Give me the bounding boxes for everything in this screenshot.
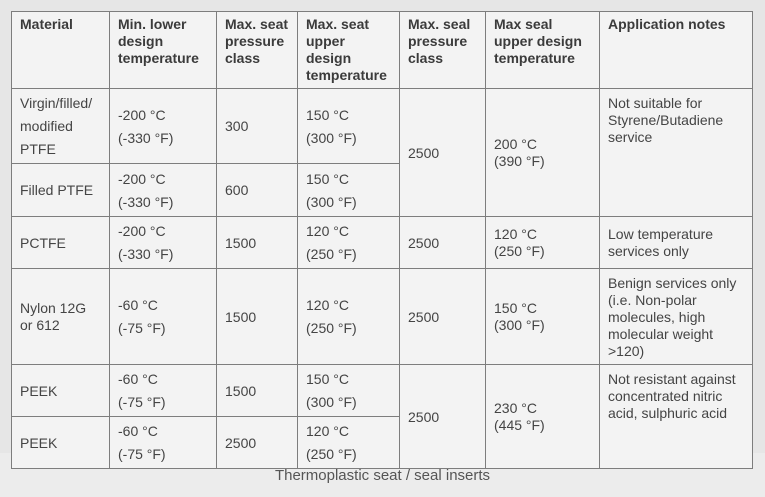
table-row (12, 365, 753, 417)
cell-min-temp-c: -200 °C (118, 106, 166, 123)
cell-seat-temp-c: 150 °C (306, 106, 349, 123)
cell-min-temp-c: -60 °C (118, 297, 158, 313)
cell-min-temp (110, 217, 217, 269)
cell-seat-class: 600 (217, 164, 298, 217)
header-seat-class: Max. seat pressure class (217, 12, 298, 89)
cell-min-temp-f: (-75 °F) (118, 394, 166, 410)
cell-min-temp (110, 269, 217, 365)
cell-seal-temp-c: 150 °C (494, 300, 537, 316)
cell-min-temp-f: (-330 °F) (118, 129, 174, 146)
cell-seal-temp (486, 269, 600, 365)
cell-material-text: Virgin/filled/ modified PTFE (20, 95, 93, 157)
cell-seat-temp-f: (250 °F) (306, 446, 357, 462)
cell-min-temp-c: -200 °C (118, 223, 166, 239)
cell-seat-class: 300 (217, 89, 298, 164)
cell-notes-peek: Not resistant against concentrated nitric acid, sulphuric acid (600, 365, 753, 469)
cell-seal-class-peek: 2500 (400, 365, 486, 469)
cell-seat-temp-f: (300 °F) (306, 129, 357, 146)
cell-seal-temp-ptfe-c: 200 °C (494, 136, 537, 152)
cell-min-temp (110, 89, 217, 164)
cell-seat-temp-f: (250 °F) (306, 320, 357, 336)
cell-seat-temp (298, 365, 400, 417)
cell-material: PEEK (12, 417, 110, 469)
cell-seat-temp-f: (300 °F) (306, 394, 357, 410)
cell-material: PEEK (12, 365, 110, 417)
cell-seat-class: 1500 (217, 269, 298, 365)
header-seal-temp: Max seal upper design temperature (486, 12, 600, 89)
header-row (12, 12, 753, 89)
cell-seat-temp (298, 89, 400, 164)
inserts-table (11, 11, 753, 469)
cell-seat-class: 1500 (217, 365, 298, 417)
cell-seat-temp (298, 417, 400, 469)
cell-seat-temp (298, 217, 400, 269)
cell-min-temp-f: (-330 °F) (118, 246, 174, 262)
cell-min-temp (110, 365, 217, 417)
cell-min-temp (110, 417, 217, 469)
cell-seat-temp-c: 150 °C (306, 170, 349, 187)
cell-seat-temp-c: 120 °C (306, 297, 349, 313)
cell-seat-temp-c: 150 °C (306, 371, 349, 387)
cell-min-temp-c: -60 °C (118, 423, 158, 439)
cell-seat-class: 1500 (217, 217, 298, 269)
cell-seal-class-ptfe: 2500 (400, 89, 486, 217)
cell-notes: Benign services only (i.e. Non-polar molecules, high molecular weight >120) (600, 269, 753, 365)
cell-seal-temp-peek-f: (445 °F) (494, 417, 545, 433)
cell-min-temp-c: -60 °C (118, 371, 158, 387)
cell-seal-temp (486, 217, 600, 269)
cell-material: Nylon 12G or 612 (12, 269, 110, 365)
cell-material (12, 89, 110, 164)
cell-seal-temp-f: (250 °F) (494, 243, 545, 259)
header-notes: Application notes (600, 12, 753, 89)
header-min-temp: Min. lower design temperature (110, 12, 217, 89)
cell-seal-temp-ptfe-f: (390 °F) (494, 153, 545, 169)
header-seal-class: Max. seal pressure class (400, 12, 486, 89)
cell-seal-temp-peek-c: 230 °C (494, 400, 537, 416)
table-row (12, 217, 753, 269)
cell-min-temp-f: (-75 °F) (118, 446, 166, 462)
cell-notes-ptfe: Not suitable for Styrene/Butadiene service (600, 89, 753, 217)
cell-seal-temp-ptfe (486, 89, 600, 217)
cell-seal-temp-f: (300 °F) (494, 317, 545, 333)
cell-seal-temp-c: 120 °C (494, 226, 537, 242)
cell-seat-temp-c: 120 °C (306, 423, 349, 439)
cell-seat-temp-f: (300 °F) (306, 193, 357, 210)
cell-material: PCTFE (12, 217, 110, 269)
cell-material: Filled PTFE (12, 164, 110, 217)
table-row (12, 89, 753, 164)
cell-seat-temp-f: (250 °F) (306, 246, 357, 262)
cell-seal-class: 2500 (400, 217, 486, 269)
cell-seal-temp-peek (486, 365, 600, 469)
cell-notes: Low temperature services only (600, 217, 753, 269)
header-seat-temp: Max. seat upper design temperature (298, 12, 400, 89)
cell-min-temp-f: (-75 °F) (118, 320, 166, 336)
cell-min-temp (110, 164, 217, 217)
cell-seal-class: 2500 (400, 269, 486, 365)
header-material: Material (12, 12, 110, 89)
table-caption: Thermoplastic seat / seal inserts (274, 467, 491, 484)
cell-min-temp-c: -200 °C (118, 170, 166, 187)
cell-seat-temp-c: 120 °C (306, 223, 349, 239)
cell-seat-temp (298, 164, 400, 217)
table-row (12, 269, 753, 365)
cell-seat-class: 2500 (217, 417, 298, 469)
cell-seat-temp (298, 269, 400, 365)
cell-min-temp-f: (-330 °F) (118, 193, 174, 210)
